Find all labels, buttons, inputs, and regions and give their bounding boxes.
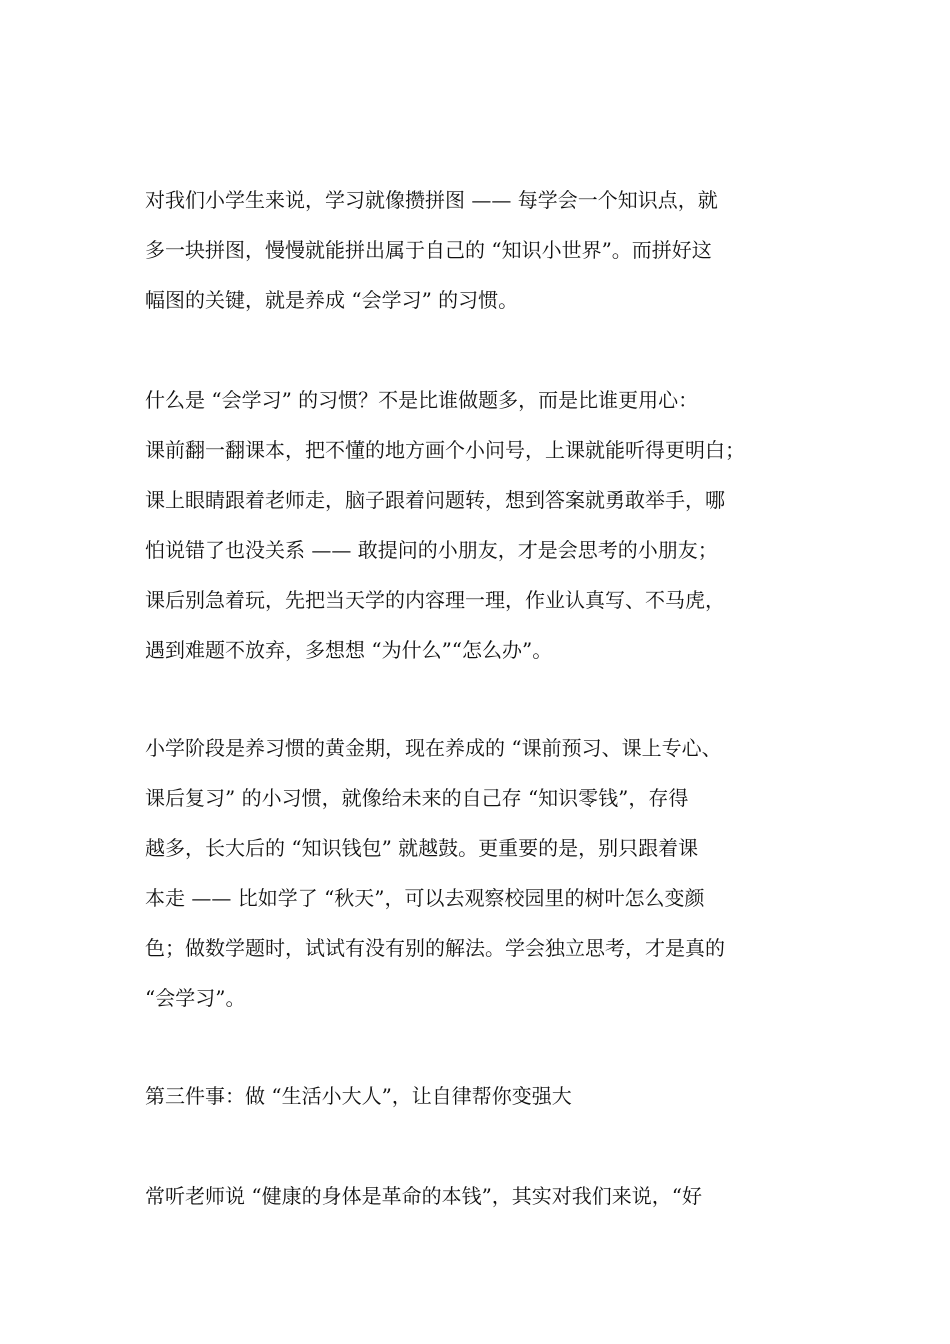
paragraph-line: 本走 —— 比如学了 “秋天”，可以去观察校园里的树叶怎么变颜 [145, 886, 705, 910]
paragraph-line: 对我们小学生来说，学习就像攒拼图 —— 每学会一个知识点，就 [145, 188, 718, 212]
paragraph-line: 课后别急着玩，先把当天学的内容理一理，作业认真写、不马虎， [145, 588, 725, 612]
paragraph-line: 遇到难题不放弃，多想想 “为什么”“怎么办”。 [145, 638, 553, 662]
paragraph-line: “会学习”。 [145, 986, 246, 1010]
heading-line: 第三件事：做 “生活小大人”，让自律帮你变强大 [145, 1084, 572, 1108]
paragraph-line: 越多，长大后的 “知识钱包” 就越鼓。更重要的是，别只跟着课 [145, 836, 699, 860]
paragraph-line: 小学阶段是养习惯的黄金期，现在养成的 “课前预习、课上专心、 [145, 736, 722, 760]
paragraph-line: 色；做数学题时，试试有没有别的解法。学会独立思考，才是真的 [145, 936, 725, 960]
paragraph-line: 什么是 “会学习” 的习惯？不是比谁做题多，而是比谁更用心： [145, 388, 699, 412]
paragraph-line: 课上眼睛跟着老师走，脑子跟着问题转，想到答案就勇敢举手，哪 [145, 488, 725, 512]
paragraph-line: 幅图的关键，就是养成 “会学习” 的习惯。 [145, 288, 519, 312]
paragraph-line: 常听老师说 “健康的身体是革命的本钱”，其实对我们来说，“好 [145, 1184, 703, 1208]
paragraph-line: 课前翻一翻课本，把不懂的地方画个小问号，上课就能听得更明白； [145, 438, 745, 462]
paragraph-line: 多一块拼图，慢慢就能拼出属于自己的 “知识小世界”。而拼好这 [145, 238, 712, 262]
paragraph-line: 课后复习” 的小习惯，就像给未来的自己存 “知识零钱”，存得 [145, 786, 689, 810]
paragraph-line: 怕说错了也没关系 —— 敢提问的小朋友，才是会思考的小朋友； [145, 538, 718, 562]
